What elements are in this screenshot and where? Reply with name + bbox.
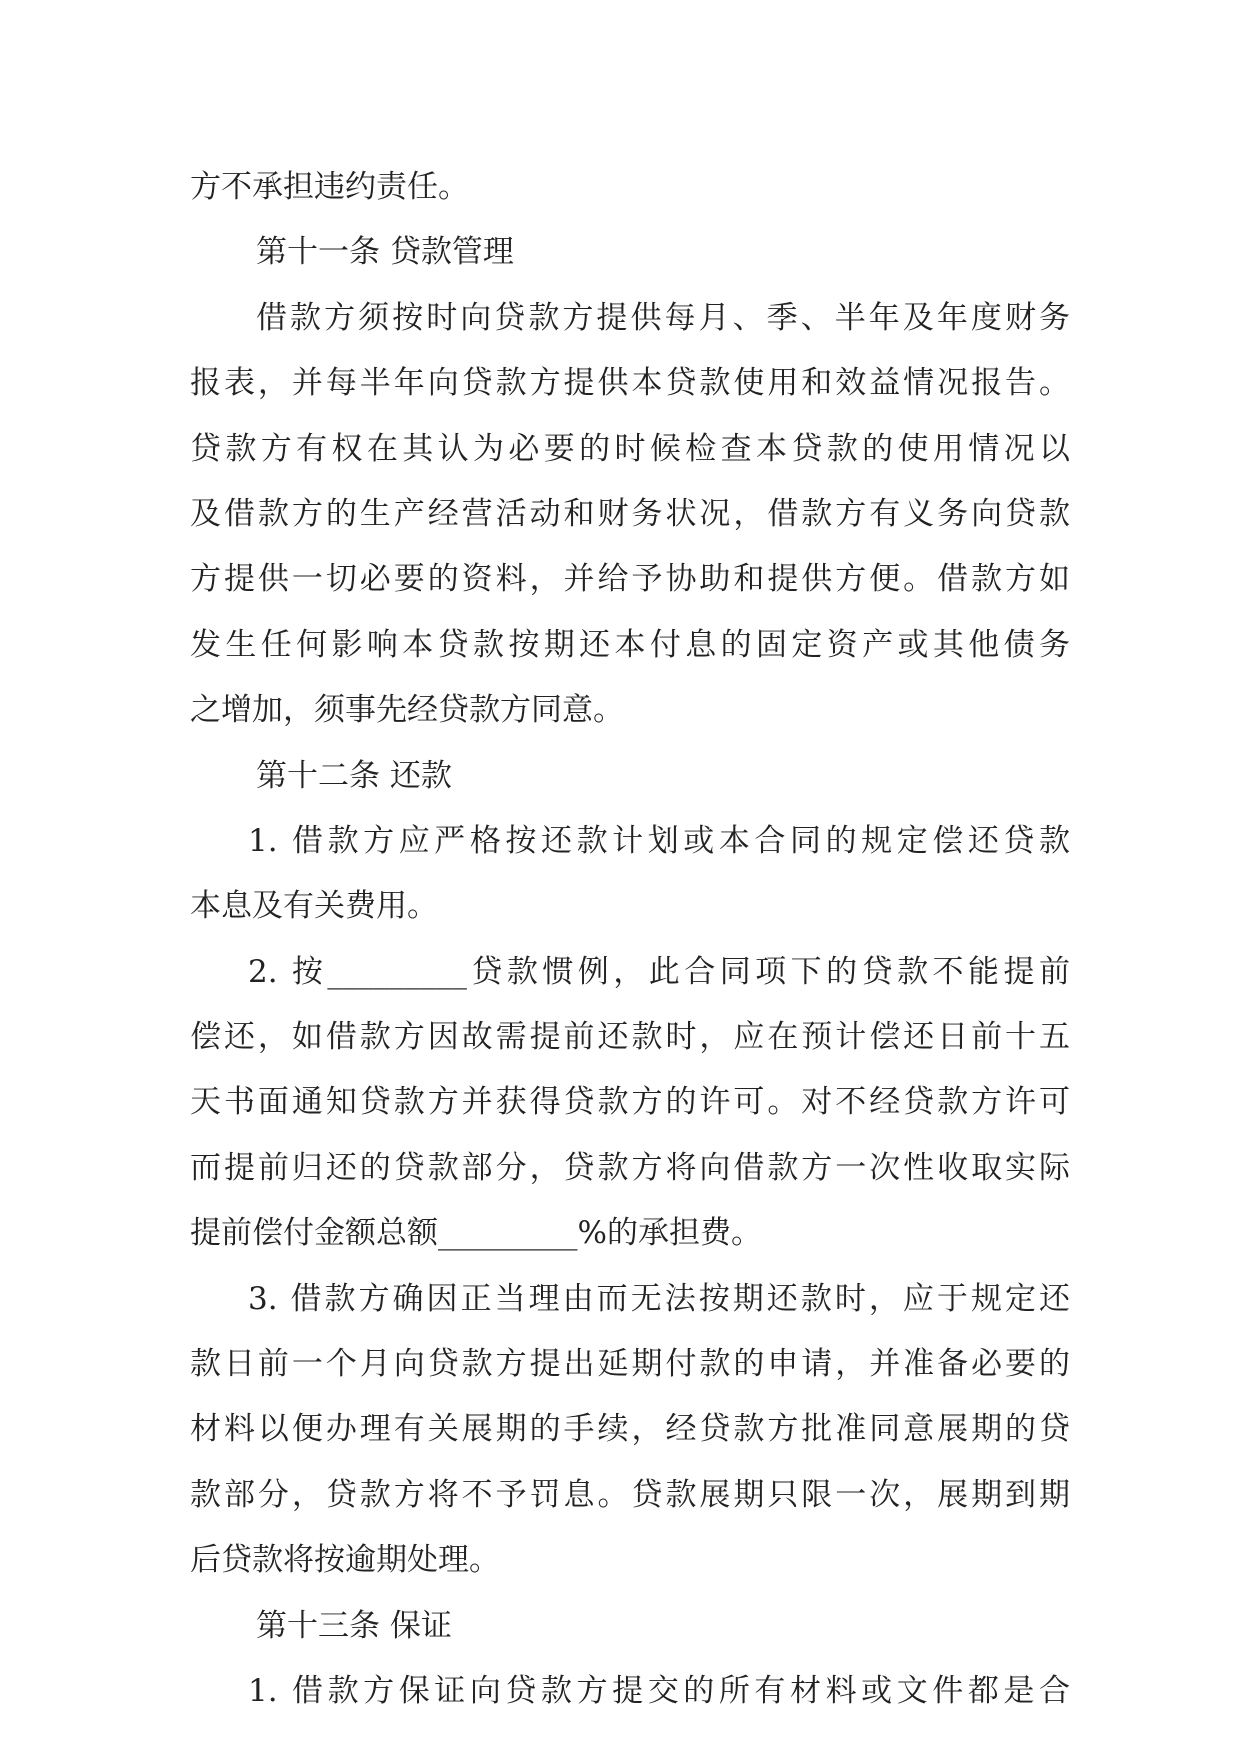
paragraph-line: 1. 借款方保证向贷款方提交的所有材料或文件都是合 [248,1672,1070,1709]
article-13-heading: 第十三条 保证 [256,1607,452,1644]
paragraph-line: 方提供一切必要的资料，并给予协助和提供方便。借款方如 [190,561,1070,598]
paragraph-line: 偿还，如借款方因故需提前还款时，应在预计偿还日前十五 [190,1019,1070,1056]
paragraph-line: 天书面通知贷款方并获得贷款方的许可。对不经贷款方许可 [190,1084,1070,1121]
paragraph-line: 而提前归还的贷款部分，贷款方将向借款方一次性收取实际 [190,1149,1070,1186]
article-11-heading: 第十一条 贷款管理 [256,234,514,271]
paragraph-line: 3. 借款方确因正当理由而无法按期还款时，应于规定还 [248,1280,1070,1317]
paragraph-line: 本息及有关费用。 [190,888,438,925]
paragraph-line: 贷款方有权在其认为必要的时候检查本贷款的使用情况以 [190,430,1070,467]
paragraph-line: 发生任何影响本贷款按期还本付息的固定资产或其他债务 [190,626,1070,663]
paragraph-line: 之增加，须事先经贷款方同意。 [190,692,624,729]
paragraph-line: 借款方须按时向贷款方提供每月、季、半年及年度财务 [256,299,1070,336]
paragraph-line: 提前偿付金额总额_________%的承担费。 [190,1215,762,1252]
paragraph-line: 款日前一个月向贷款方提出延期付款的申请，并准备必要的 [190,1346,1070,1383]
paragraph-line: 方不承担违约责任。 [190,169,469,205]
paragraph-line: 及借款方的生产经营活动和财务状况，借款方有义务向贷款 [190,495,1070,532]
paragraph-line: 报表，并每半年向贷款方提供本贷款使用和效益情况报告。 [190,365,1070,402]
paragraph-line: 后贷款将按逾期处理。 [190,1542,500,1579]
paragraph-line: 款部分，贷款方将不予罚息。贷款展期只限一次，展期到期 [190,1476,1070,1513]
contract-text [190,155,1070,1724]
article-12-heading: 第十二条 还款 [256,757,452,794]
paragraph-line: 材料以便办理有关展期的手续，经贷款方批准同意展期的贷 [190,1411,1070,1448]
paragraph-line: 2. 按_________贷款惯例，此合同项下的贷款不能提前 [248,953,1070,990]
paragraph-line: 1. 借款方应严格按还款计划或本合同的规定偿还贷款 [248,822,1070,859]
